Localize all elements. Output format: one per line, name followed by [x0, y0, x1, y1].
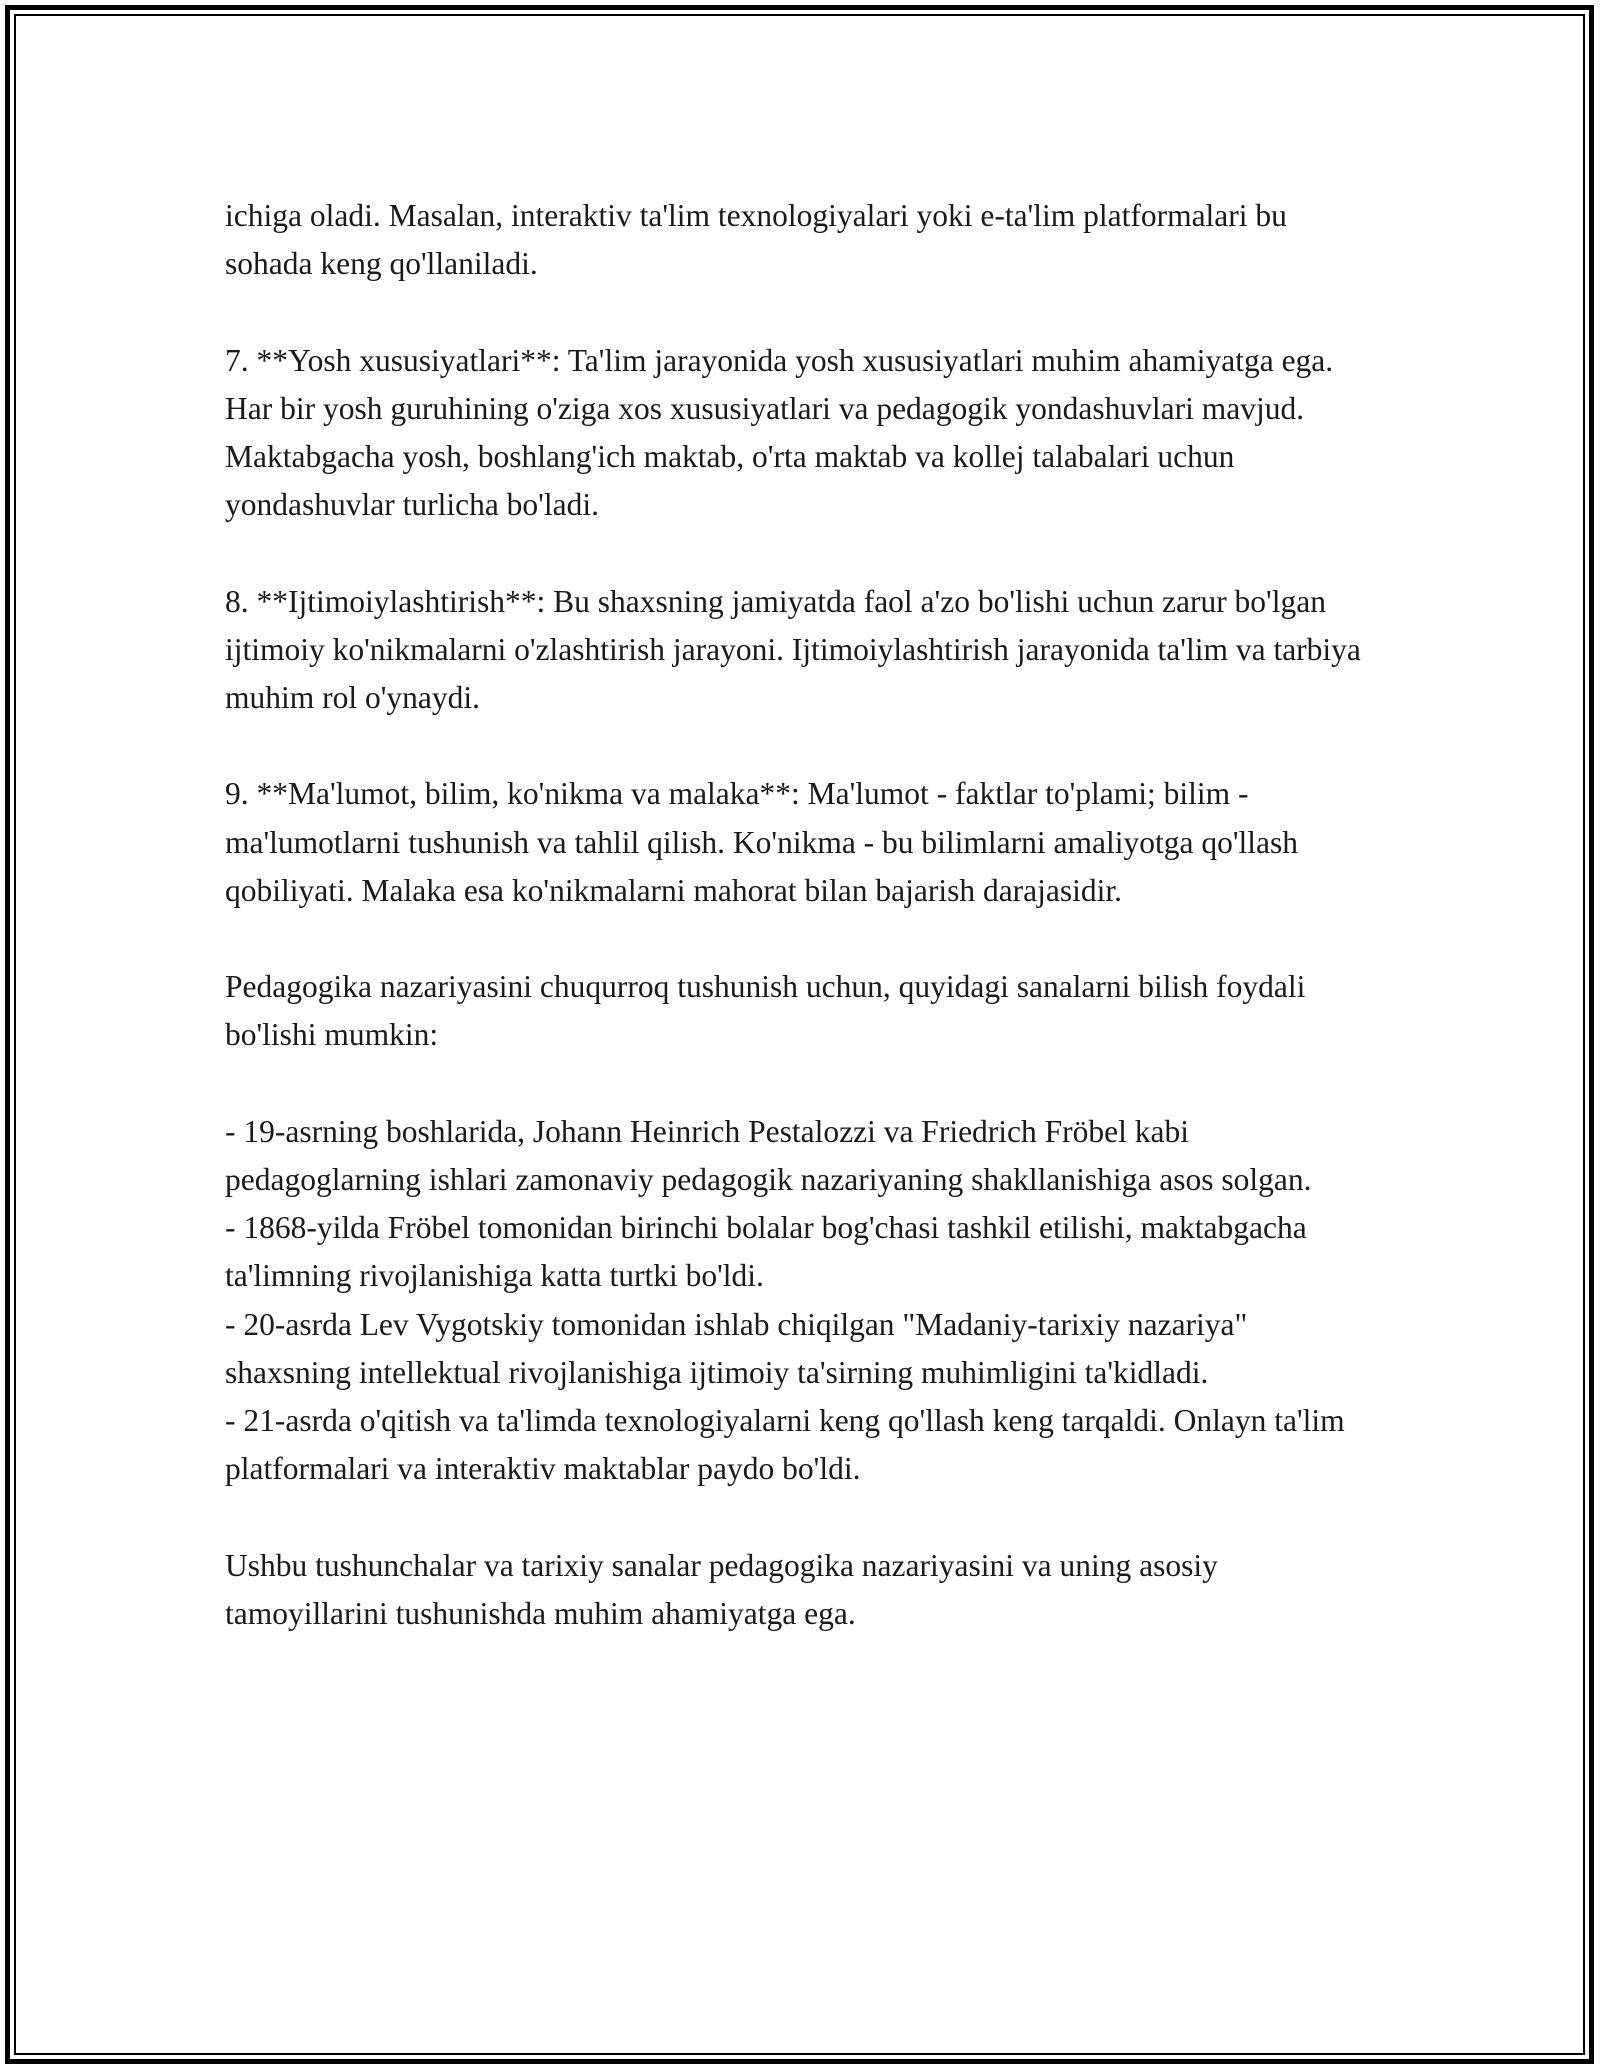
paragraph-item-8: 8. **Ijtimoiylashtirish**: Bu shaxsning jamiyatda faol a'zo bo'lishi uchun zarur bo'lgan ijtimoiy ko'nikmalarni o'zlashtirish jarayoni. Ijtimoiylashtirish jarayonida ta'lim va tarbiya muhim rol o'ynaydi.: [225, 583, 1361, 715]
dated-events-list: [225, 1108, 1365, 1494]
paragraph-dates-intro: Pedagogika nazariyasini chuqurroq tushunish uchun, quyidagi sanalarni bilish foydali bo'lishi mumkin:: [225, 969, 1306, 1053]
paragraph-item-7: 7. **Yosh xususiyatlari**: Ta'lim jarayonida yosh xususiyatlari muhim ahamiyatga ega. Har bir yosh guruhining o'ziga xos xususiyatlari va pedagogik yondashuvlari mavjud. Maktabgacha yosh, boshlang'ich maktab, o'rta maktab va kollej talabalari uchun yondashuvlar turlicha bo'ladi.: [225, 342, 1334, 523]
list-item: - 21-asrda o'qitish va ta'limda texnologiyalarni keng qo'llash keng tarqaldi. Onlayn ta'lim platformalari va interaktiv maktablar paydo bo'ldi.: [225, 1403, 1345, 1487]
document-body: [225, 192, 1365, 1686]
list-item: - 20-asrda Lev Vygotskiy tomonidan ishlab chiqilgan "Madaniy-tarixiy nazariya" shaxsning intellektual rivojlanishiga ijtimoiy ta'sirning muhimligini ta'kidladi.: [225, 1306, 1248, 1390]
list-item: - 19-asrning boshlarida, Johann Heinrich Pestalozzi va Friedrich Fröbel kabi pedagoglarning ishlari zamonaviy pedagogik nazariyaning shakllanishiga asos solgan.: [225, 1113, 1312, 1197]
list-item: - 1868-yilda Fröbel tomonidan birinchi bolalar bog'chasi tashkil etilishi, maktabgacha ta'limning rivojlanishiga katta turtki bo'ldi.: [225, 1210, 1307, 1294]
paragraph-continuation: ichiga oladi. Masalan, interaktiv ta'lim texnologiyalari yoki e-ta'lim platformalari bu sohada keng qo'llaniladi.: [225, 198, 1287, 282]
paragraph-closing: Ushbu tushunchalar va tarixiy sanalar pedagogika nazariyasini va uning asosiy tamoyillarini tushunishda muhim ahamiyatga ega.: [225, 1547, 1218, 1631]
paragraph-item-9: 9. **Ma'lumot, bilim, ko'nikma va malaka**: Ma'lumot - faktlar to'plami; bilim - ma'lumotlarni tushunish va tahlil qilish. Ko'nikma - bu bilimlarni amaliyotga qo'llash qobiliyati. Malaka esa ko'nikmalarni mahorat bilan bajarish darajasidir.: [225, 776, 1299, 908]
